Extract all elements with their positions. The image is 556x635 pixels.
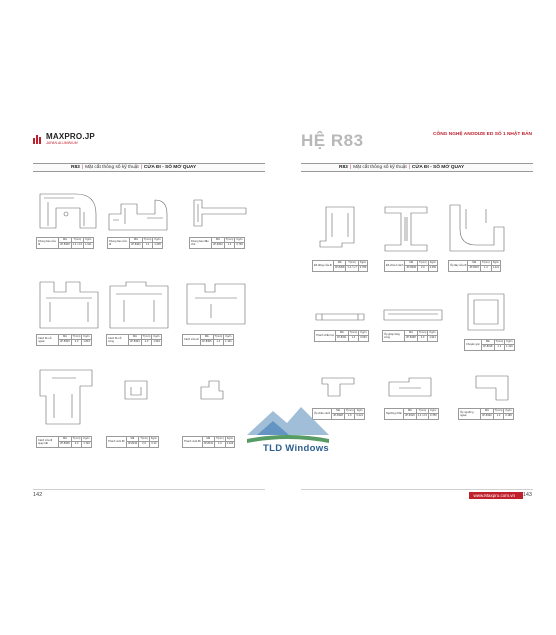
header-code: Mã [332,409,345,414]
profile-code: JP-8304 [130,340,140,344]
header-weight: Kg/m [429,331,436,334]
profile-thickness: 1.0 [215,442,226,447]
profile-drawing [36,366,98,428]
profile-code: JP-8321 [336,336,347,340]
profile-name: Đố động cửa đi [313,261,334,272]
profile-thickness: 2.0 [417,266,428,271]
header-weight: Kg/m [85,238,92,241]
page-number: 143 [522,492,532,498]
profile-code: JP-8306 [60,442,70,446]
profile-drawing [106,278,172,332]
profile-code: JP-8328 [333,414,343,418]
profile-drawing [464,290,508,334]
section-category: CỬA ĐI - SỐ MỞ QUAY [411,165,465,170]
profile-weight: 0.780 [430,414,437,418]
header-thickness: T(mm) [346,261,358,266]
header-code: Mã [481,409,494,414]
spec-table [384,408,439,420]
spec-table [312,260,368,272]
profile-drawing [468,372,514,404]
profile-name: Chuyển góc [465,340,482,351]
spec-table [36,436,92,448]
profile-thickness: 1.4 / 2.0 [72,243,83,247]
profile-code: JP-8310 [127,442,138,446]
header-weight: Kg/m [83,335,90,338]
section-title: Mặt cắt thông số kỹ thuật [353,165,407,170]
profile-drawing [314,310,366,324]
header-thickness: T(mm) [416,409,428,414]
header-code: Mã [202,437,214,442]
spec-table [36,334,92,346]
profile-drawing [107,194,171,234]
profile-drawing [385,374,435,400]
profile-code: JP-8309 [406,266,416,270]
profile-thickness: 1.4 / 1.7 [347,266,357,270]
profile-name: Ngưỡng chắn [385,409,404,420]
profile-code: JP-8319 [404,414,415,418]
header-thickness: T(mm) [140,437,148,440]
profile-drawing [183,278,249,328]
spec-table [382,330,438,342]
profile-code: JP-8311 [203,442,214,446]
profile-drawing [36,188,98,234]
profile-name: Thanh nuôi đố [183,437,203,448]
header-weight: Kg/m [150,437,157,440]
profile-drawing [36,278,102,332]
header-code: Mã [333,261,346,266]
tagline [433,132,532,137]
header-weight: Kg/m [360,331,367,334]
section-series: R83 [339,165,348,170]
section-series: R83 [71,165,80,170]
header-code: Mã [59,437,72,442]
header-code: Mã [212,238,225,243]
tagline-highlight: SỐ 1 NHẬT BẢN [494,132,532,137]
profile-drawing [190,194,250,232]
header-weight: Kg/m [430,409,437,412]
profile-name: Thanh nuôi đố [107,437,127,448]
header-thickness: T(mm) [495,340,504,343]
profile-thickness: 1.0 [344,414,355,419]
tld-windows-watermark [243,401,333,461]
profile-code: JP-8308 [334,266,345,270]
profile-code: JP-8303 [60,340,70,344]
header-code: Mã [468,261,481,266]
spec-table [107,237,163,249]
left-page [0,110,278,520]
header-weight: Kg/m [505,409,512,412]
profile-name: Ốp ngưỡng ngoại [459,409,481,420]
header-thickness: T(mm) [225,238,234,241]
profile-thickness: 1.4 [142,243,153,248]
profile-weight: 0.106 [226,442,234,446]
profile-weight: 1.235 [154,243,161,247]
profile-drawing [382,306,444,324]
footer-rule [33,489,265,490]
profile-weight: 0.180 [505,414,512,418]
header-thickness: T(mm) [142,335,151,338]
header-thickness: T(mm) [72,335,81,338]
header-thickness: T(mm) [214,335,223,338]
profile-weight: 0.063 [360,336,367,340]
header-thickness: T(mm) [143,238,152,241]
profile-weight: 1.941 [429,336,436,340]
profile-weight: 0.780 [359,266,367,270]
profile-name: Đố chia 2 cánh [385,261,405,272]
profile-thickness: 2.0 [71,442,82,447]
header-thickness: T(mm) [345,409,354,412]
profile-code: JP-8338 [406,336,416,340]
maxpro-logo [33,132,95,145]
header-weight: Kg/m [360,261,367,264]
profile-thickness: 1.4 [348,336,359,341]
header-weight: Kg/m [236,238,243,241]
profile-code: JP-8300 [60,243,70,247]
watermark-text: TLD Windows [263,443,330,454]
header-code: Mã [126,437,139,442]
spec-table [189,237,245,249]
profile-drawing [121,377,151,403]
header-weight: Kg/m [506,340,513,343]
spec-table [464,339,515,351]
header-code: Mã [403,409,416,414]
profile-thickness: 1.4 [494,345,505,350]
brand-name: MAXPRO.JP [46,132,95,141]
profile-weight: 0.766 [236,243,243,247]
header-weight: Kg/m [492,261,499,264]
profile-thickness: 2.0 [141,340,152,345]
spec-table [458,408,514,420]
profile-code: JP-8307 [469,266,479,270]
profile-thickness: 1.2 [493,414,504,419]
spec-table [182,334,234,346]
profile-name: Ốp ghép tăng cứng [383,331,405,342]
profile-name: Ốp chân cánh [313,409,332,420]
profile-weight: 2.050 [429,266,437,270]
header-code: Mã [59,238,72,243]
header-weight: Kg/m [225,335,232,338]
profile-thickness: 2.0 [71,340,82,345]
spec-table [182,436,235,448]
profile-code: JP-8301 [131,243,141,247]
profile-drawing [312,203,362,251]
profile-weight: 1.746 [83,442,90,446]
profile-weight: 0.421 [356,414,363,418]
tagline-prefix: CÔNG NGHỆ ANODIZE ED [433,132,494,137]
header-weight: Kg/m [356,409,363,412]
section-header: R83 | Mặt cắt thông số kỹ thuật | CỬA ĐI - SỐ MỞ QUAY [301,163,533,172]
header-code: Mã [405,331,418,336]
spec-table [384,260,438,272]
profile-weight: 1.621 [85,243,92,247]
header-thickness: T(mm) [72,437,81,440]
profile-thickness: 1.4 [224,243,235,248]
profile-weight: 1.101 [225,340,232,344]
series-title: HỆ R83 [301,131,364,150]
profile-weight: 0.14 [151,442,157,446]
catalog-spread [0,110,556,520]
profile-weight: 1.416 [506,345,513,349]
profile-weight: 1.904 [153,340,160,344]
header-code: Mã [129,335,142,340]
profile-code: JP-8318 [482,345,493,349]
profile-drawing [381,203,431,255]
profile-name: Khung bao đầu chờ [190,238,212,249]
spec-table [106,436,159,448]
profile-drawing [446,199,508,255]
header-code: Mã [335,331,348,336]
header-weight: Kg/m [153,335,160,338]
spec-table [448,260,501,272]
profile-name: Cánh cửa sổ [183,335,201,346]
header-weight: Kg/m [154,238,161,241]
profile-weight: 1.421 [492,266,500,270]
profile-code: JP-8302 [213,243,223,247]
header-code: Mã [481,340,494,345]
profile-name: Ốp đáy cửa đi [449,261,468,272]
maxpro-bars-icon [33,134,43,144]
header-thickness: T(mm) [71,238,83,243]
header-thickness: T(mm) [216,437,224,440]
profile-code: JP-8320 [482,414,492,418]
header-code: Mã [130,238,143,243]
header-thickness: T(mm) [418,331,427,334]
profile-drawing [318,372,360,402]
spec-table [36,237,94,249]
profile-name: Khung bao cửa đi [37,238,59,249]
profile-name: Khung bao cửa đi [108,238,130,249]
section-category: CỬA ĐI - SỐ MỞ QUAY [143,165,197,170]
profile-thickness: 1.4 [213,340,224,345]
header-weight: Kg/m [226,437,233,440]
header-weight: Kg/m [83,437,90,440]
header-thickness: T(mm) [481,261,490,264]
page-number: 142 [33,492,43,498]
header-code: Mã [200,335,213,340]
section-title: Mặt cắt thông số kỹ thuật [85,165,139,170]
profile-thickness: 2.0 [139,442,150,447]
header-weight: Kg/m [429,261,436,264]
profile-thickness: 1.4 [480,266,491,271]
profile-thickness: 1.4 / 2.0 [417,414,428,418]
header-code: Mã [405,261,418,266]
section-header: R83 | Mặt cắt thông số kỹ thuật | CỬA ĐI - SỐ MỞ QUAY [33,163,265,172]
brand-subtitle: JAPAN ALUMINIUM [46,141,78,145]
spec-table [106,334,162,346]
header-thickness: T(mm) [494,409,503,412]
profile-name: Cánh đi mở ngoài [37,335,59,346]
header-code: Mã [59,335,72,340]
profile-thickness: 2.0 [417,336,428,341]
header-thickness: T(mm) [349,331,358,334]
profile-name: Cánh cửa đi quay hất [37,437,59,448]
profile-name: Thanh chắn bụi [315,331,336,342]
profile-drawing [197,377,227,403]
website-badge: www.Maxpro.com.vn [469,492,523,499]
profile-name: Cánh đi mở trong [107,335,129,346]
profile-code: JP-8305 [201,340,212,344]
profile-weight: 1.834 [83,340,90,344]
footer-rule [301,489,533,490]
spec-table [314,330,369,342]
header-thickness: T(mm) [418,261,427,264]
tld-windows-house-icon [243,401,333,445]
